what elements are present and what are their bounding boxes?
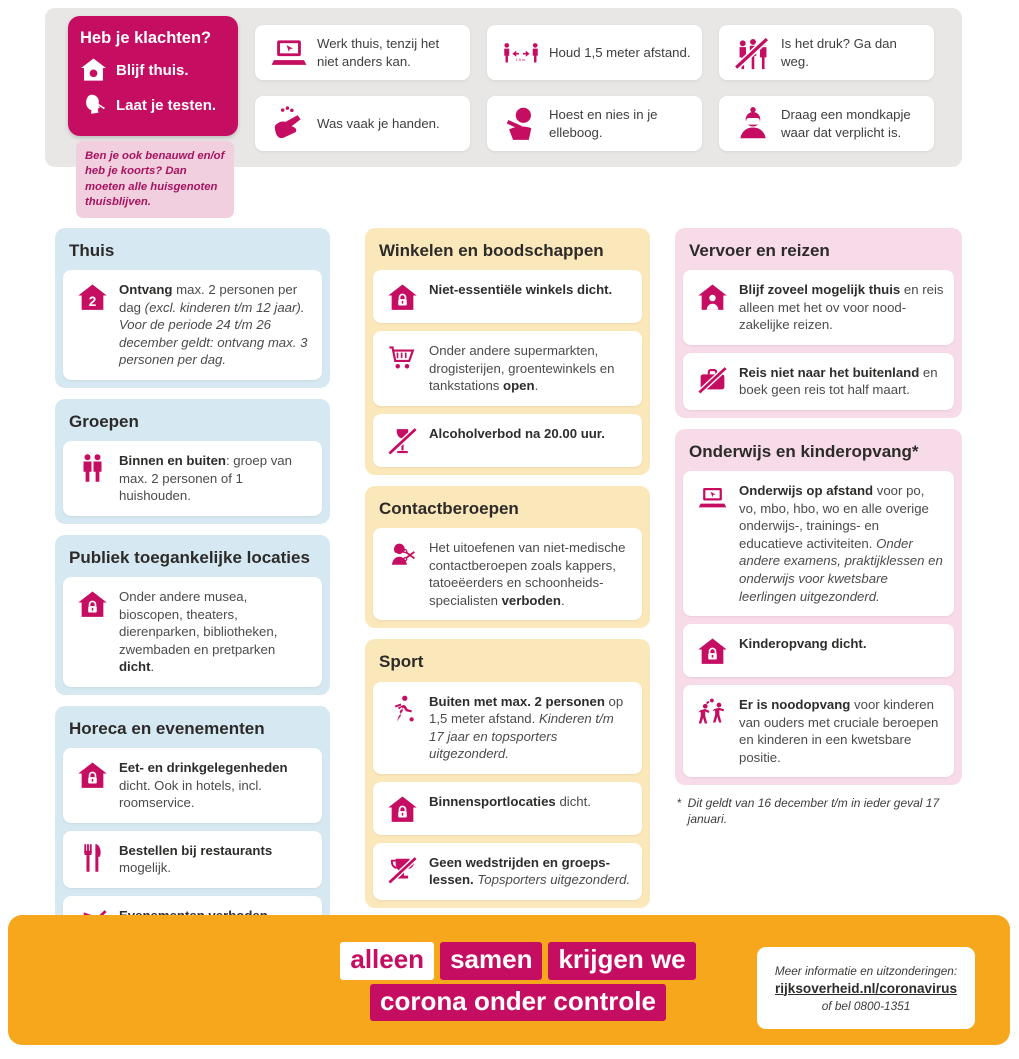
text-bold: Niet-essentiële winkels dicht. bbox=[429, 282, 613, 298]
house-lock-icon bbox=[693, 635, 731, 666]
rule-tile-text: Hoest en nies in je elleboog. bbox=[549, 107, 658, 140]
text-bold: Kinderopvang dicht. bbox=[739, 636, 867, 652]
rule-tile bbox=[487, 96, 702, 151]
rule-tile bbox=[719, 25, 934, 80]
info-text: Meer informatie en uitzonderingen: bbox=[774, 963, 958, 978]
svg-text:1,5 m.: 1,5 m. bbox=[515, 57, 527, 62]
text-bold: Buiten met max. 2 personen bbox=[429, 693, 605, 709]
rule-card bbox=[373, 782, 642, 835]
rule-tile-text: Werk thuis, tenzij het niet anders kan. bbox=[317, 36, 440, 69]
text-plain: op 1,5 meter afstand. bbox=[429, 693, 624, 727]
household-quarantine-note: Ben je ook benauwd en/of heb je koorts? Dan moeten alle huisgenoten thuisblijven. bbox=[76, 141, 234, 218]
rule-tile bbox=[487, 25, 702, 80]
house-person-icon bbox=[693, 281, 731, 312]
alert-title: Heb je klachten? bbox=[80, 29, 212, 47]
text-plain: mogelijk. bbox=[119, 860, 172, 876]
rule-tile-text: Houd 1,5 meter afstand. bbox=[549, 44, 691, 60]
slogan-chunk: samen bbox=[440, 942, 542, 980]
rule-card-text bbox=[429, 693, 632, 763]
text-bold: Onderwijs op afstand bbox=[739, 483, 874, 499]
alert-item-label: Laat je testen. bbox=[116, 96, 217, 114]
info-phone: of bel 0800-1351 bbox=[821, 998, 911, 1013]
text-plain: . bbox=[150, 659, 155, 675]
rule-card-text bbox=[119, 759, 312, 812]
trophy-slash-icon bbox=[383, 854, 421, 885]
section-winkelen-en-boodschappen bbox=[365, 228, 650, 475]
alert-item bbox=[80, 92, 226, 118]
people-group-icon bbox=[73, 452, 111, 483]
rule-card bbox=[683, 353, 954, 410]
column-middle bbox=[365, 228, 650, 919]
house-lock-icon bbox=[73, 759, 111, 790]
rule-tile-text: Is het druk? Ga dan weg. bbox=[781, 36, 897, 69]
text-bold: Alcoholverbod na 20.00 uur. bbox=[429, 425, 605, 441]
alert-items bbox=[80, 57, 226, 118]
text-plain: en boek geen reis tot half maart. bbox=[739, 364, 938, 398]
rule-card bbox=[373, 528, 642, 620]
rule-card bbox=[63, 270, 322, 380]
section-title: Horeca en evenementen bbox=[69, 718, 265, 738]
rule-card-text bbox=[739, 635, 866, 653]
rule-tile-text: Was vaak je handen. bbox=[317, 115, 440, 131]
text-plain: dicht. Ook in hotels, incl. roomservice. bbox=[119, 777, 262, 811]
section-publiek-toegankelijke-locaties bbox=[55, 535, 330, 695]
section-title: Contactberoepen bbox=[379, 498, 519, 518]
house-lock-icon bbox=[73, 588, 111, 619]
rule-card-text bbox=[119, 281, 312, 369]
house-face-icon bbox=[80, 57, 107, 83]
rule-card bbox=[63, 831, 322, 888]
text-plain: Onder andere supermarkten, drogisterijen, groentewinkels en tankstations bbox=[429, 343, 615, 394]
rule-card-text bbox=[429, 539, 632, 609]
text-bold: Bestellen bij restaurants bbox=[119, 842, 273, 858]
text-bold: Er is noodopvang bbox=[739, 697, 851, 713]
column-left bbox=[55, 228, 330, 968]
section-title: Winkelen en boodschappen bbox=[379, 241, 604, 260]
rule-card bbox=[373, 682, 642, 774]
rule-card-text bbox=[429, 793, 591, 811]
text-plain: voor po, vo, mbo, hbo, wo en alle overige onderwijs-, trainings- en educatieve activiteiten. bbox=[739, 483, 929, 551]
rule-card-text bbox=[739, 482, 944, 605]
text-bold: open bbox=[503, 378, 535, 394]
rule-card bbox=[63, 577, 322, 687]
column-right bbox=[675, 228, 962, 827]
section-groepen bbox=[55, 399, 330, 524]
sneeze-elbow-icon bbox=[497, 103, 545, 145]
rule-tile bbox=[719, 96, 934, 151]
footnote bbox=[677, 796, 960, 827]
cutlery-icon bbox=[73, 842, 111, 873]
text-italic: Kinderen t/m 17 jaar en topsporters uitgezonderd. bbox=[429, 711, 614, 762]
rule-card bbox=[373, 414, 642, 467]
text-italic: Topsporters uitgezonderd. bbox=[477, 872, 631, 888]
alert-item bbox=[80, 57, 226, 83]
text-bold: Ontvang bbox=[119, 282, 173, 298]
rule-card bbox=[373, 270, 642, 323]
rule-card bbox=[683, 471, 954, 616]
slogan-chunk: corona onder controle bbox=[370, 984, 666, 1022]
section-title: Publiek toegankelijke locaties bbox=[69, 547, 310, 567]
text-bold: dicht bbox=[119, 659, 151, 675]
slogan-chunk: krijgen we bbox=[548, 942, 695, 980]
text-bold: Eet- en drinkgelegenheden bbox=[119, 760, 288, 776]
campaign-slogan bbox=[308, 942, 728, 1025]
children-icon bbox=[693, 696, 731, 727]
text-bold: Blijf zoveel mogelijk thuis bbox=[739, 282, 901, 298]
text-italic: (excl. kinderen t/m 12 jaar). Voor de periode 24 t/m 26 december geldt: ontvang max. 3 personen per dag. bbox=[119, 299, 308, 368]
alcohol-slash-icon bbox=[383, 425, 421, 456]
text-plain: dicht. bbox=[555, 793, 591, 809]
rule-card-text bbox=[739, 696, 944, 766]
alert-item-label: Blijf thuis. bbox=[116, 61, 189, 79]
section-vervoer-en-reizen bbox=[675, 228, 962, 418]
runner-icon bbox=[383, 693, 421, 724]
section-title: Vervoer en reizen bbox=[689, 241, 830, 260]
rule-card bbox=[63, 441, 322, 516]
rule-card-text bbox=[429, 425, 605, 443]
section-sport bbox=[365, 639, 650, 908]
laptop-icon bbox=[693, 482, 731, 513]
rule-card bbox=[683, 685, 954, 777]
house-lock-icon bbox=[383, 281, 421, 312]
section-title: Groepen bbox=[69, 411, 139, 431]
section-title: Sport bbox=[379, 652, 424, 672]
text-bold: Binnen en buiten bbox=[119, 453, 226, 469]
more-info-box bbox=[757, 947, 975, 1029]
text-plain: Het uitoefenen van niet-medische contactberoepen zoals kappers, tatoeëerders en schoonheids-specialisten bbox=[429, 540, 626, 608]
slogan-chunk: alleen bbox=[340, 942, 434, 980]
text-plain: voor kinderen van ouders met cruciale beroepen en kinderen in een kwetsbare positie. bbox=[739, 697, 939, 765]
wash-hands-icon bbox=[265, 103, 313, 145]
text-plain: : groep van max. 2 personen of 1 huishouden. bbox=[119, 453, 292, 504]
shopping-cart-icon bbox=[383, 342, 421, 373]
rule-tile bbox=[255, 96, 470, 151]
rule-card-text bbox=[429, 342, 632, 395]
section-thuis bbox=[55, 228, 330, 388]
text-plain: . bbox=[534, 378, 539, 394]
crowd-slash-icon bbox=[729, 32, 777, 74]
symptoms-alert-card bbox=[68, 16, 238, 136]
section-title: Thuis bbox=[69, 241, 115, 260]
footer-band bbox=[8, 915, 1010, 1045]
rule-card-text bbox=[429, 854, 632, 889]
text-plain: Onder andere musea, bioscopen, theaters, dierenparken, bibliotheken, zwembaden en pretparken bbox=[119, 589, 278, 657]
laptop-icon bbox=[265, 32, 313, 74]
text-plain: max. 2 personen per dag bbox=[119, 282, 298, 315]
text-bold: Reis niet naar het buitenland bbox=[739, 364, 920, 380]
suitcase-slash-icon bbox=[693, 364, 731, 395]
rule-tile bbox=[255, 25, 470, 80]
rule-card-text bbox=[739, 281, 944, 334]
footnote-marker: * bbox=[677, 796, 682, 811]
rule-card bbox=[373, 843, 642, 900]
rule-tile-text: Draag een mondkapje waar dat verplicht is. bbox=[781, 107, 911, 140]
rule-card bbox=[683, 270, 954, 345]
rule-card-text bbox=[429, 281, 612, 299]
head-swab-icon bbox=[80, 92, 107, 118]
rule-card-text bbox=[119, 452, 312, 505]
coronavirus-url-link[interactable]: rijksoverheid.nl/coronavirus bbox=[774, 980, 958, 996]
slogan-line-2 bbox=[308, 984, 728, 1022]
rule-card bbox=[683, 624, 954, 677]
text-plain: en reis alleen met het ov voor nood-zakelijke reizen. bbox=[739, 282, 944, 333]
text-bold: verboden bbox=[501, 592, 561, 608]
svg-text:2: 2 bbox=[88, 294, 96, 310]
house-2-icon bbox=[73, 281, 111, 312]
slogan-line-1 bbox=[308, 942, 728, 980]
rule-card bbox=[373, 331, 642, 406]
section-title: Onderwijs en kinderopvang* bbox=[689, 441, 919, 461]
rule-card bbox=[63, 748, 322, 823]
hairdresser-icon bbox=[383, 539, 421, 570]
section-onderwijs-en-kinderopvang bbox=[675, 429, 962, 785]
house-lock-icon bbox=[383, 793, 421, 824]
section-contactberoepen bbox=[365, 486, 650, 628]
text-bold: Geen wedstrijden en groeps-lessen. bbox=[429, 854, 610, 888]
face-mask-icon bbox=[729, 103, 777, 145]
text-italic: Onder andere examens, praktijklessen en onderwijs voor kwetsbare leerlingen uitgezonderd. bbox=[739, 535, 943, 604]
rule-card-text bbox=[119, 842, 312, 877]
text-bold: Binnensportlocaties bbox=[429, 793, 556, 809]
text-plain: . bbox=[560, 592, 565, 608]
rule-card-text bbox=[119, 588, 312, 676]
distance-icon bbox=[497, 32, 545, 74]
footnote-text: Dit geldt van 16 december t/m in ieder geval 17 januari. bbox=[687, 796, 940, 826]
rule-card-text bbox=[739, 364, 944, 399]
